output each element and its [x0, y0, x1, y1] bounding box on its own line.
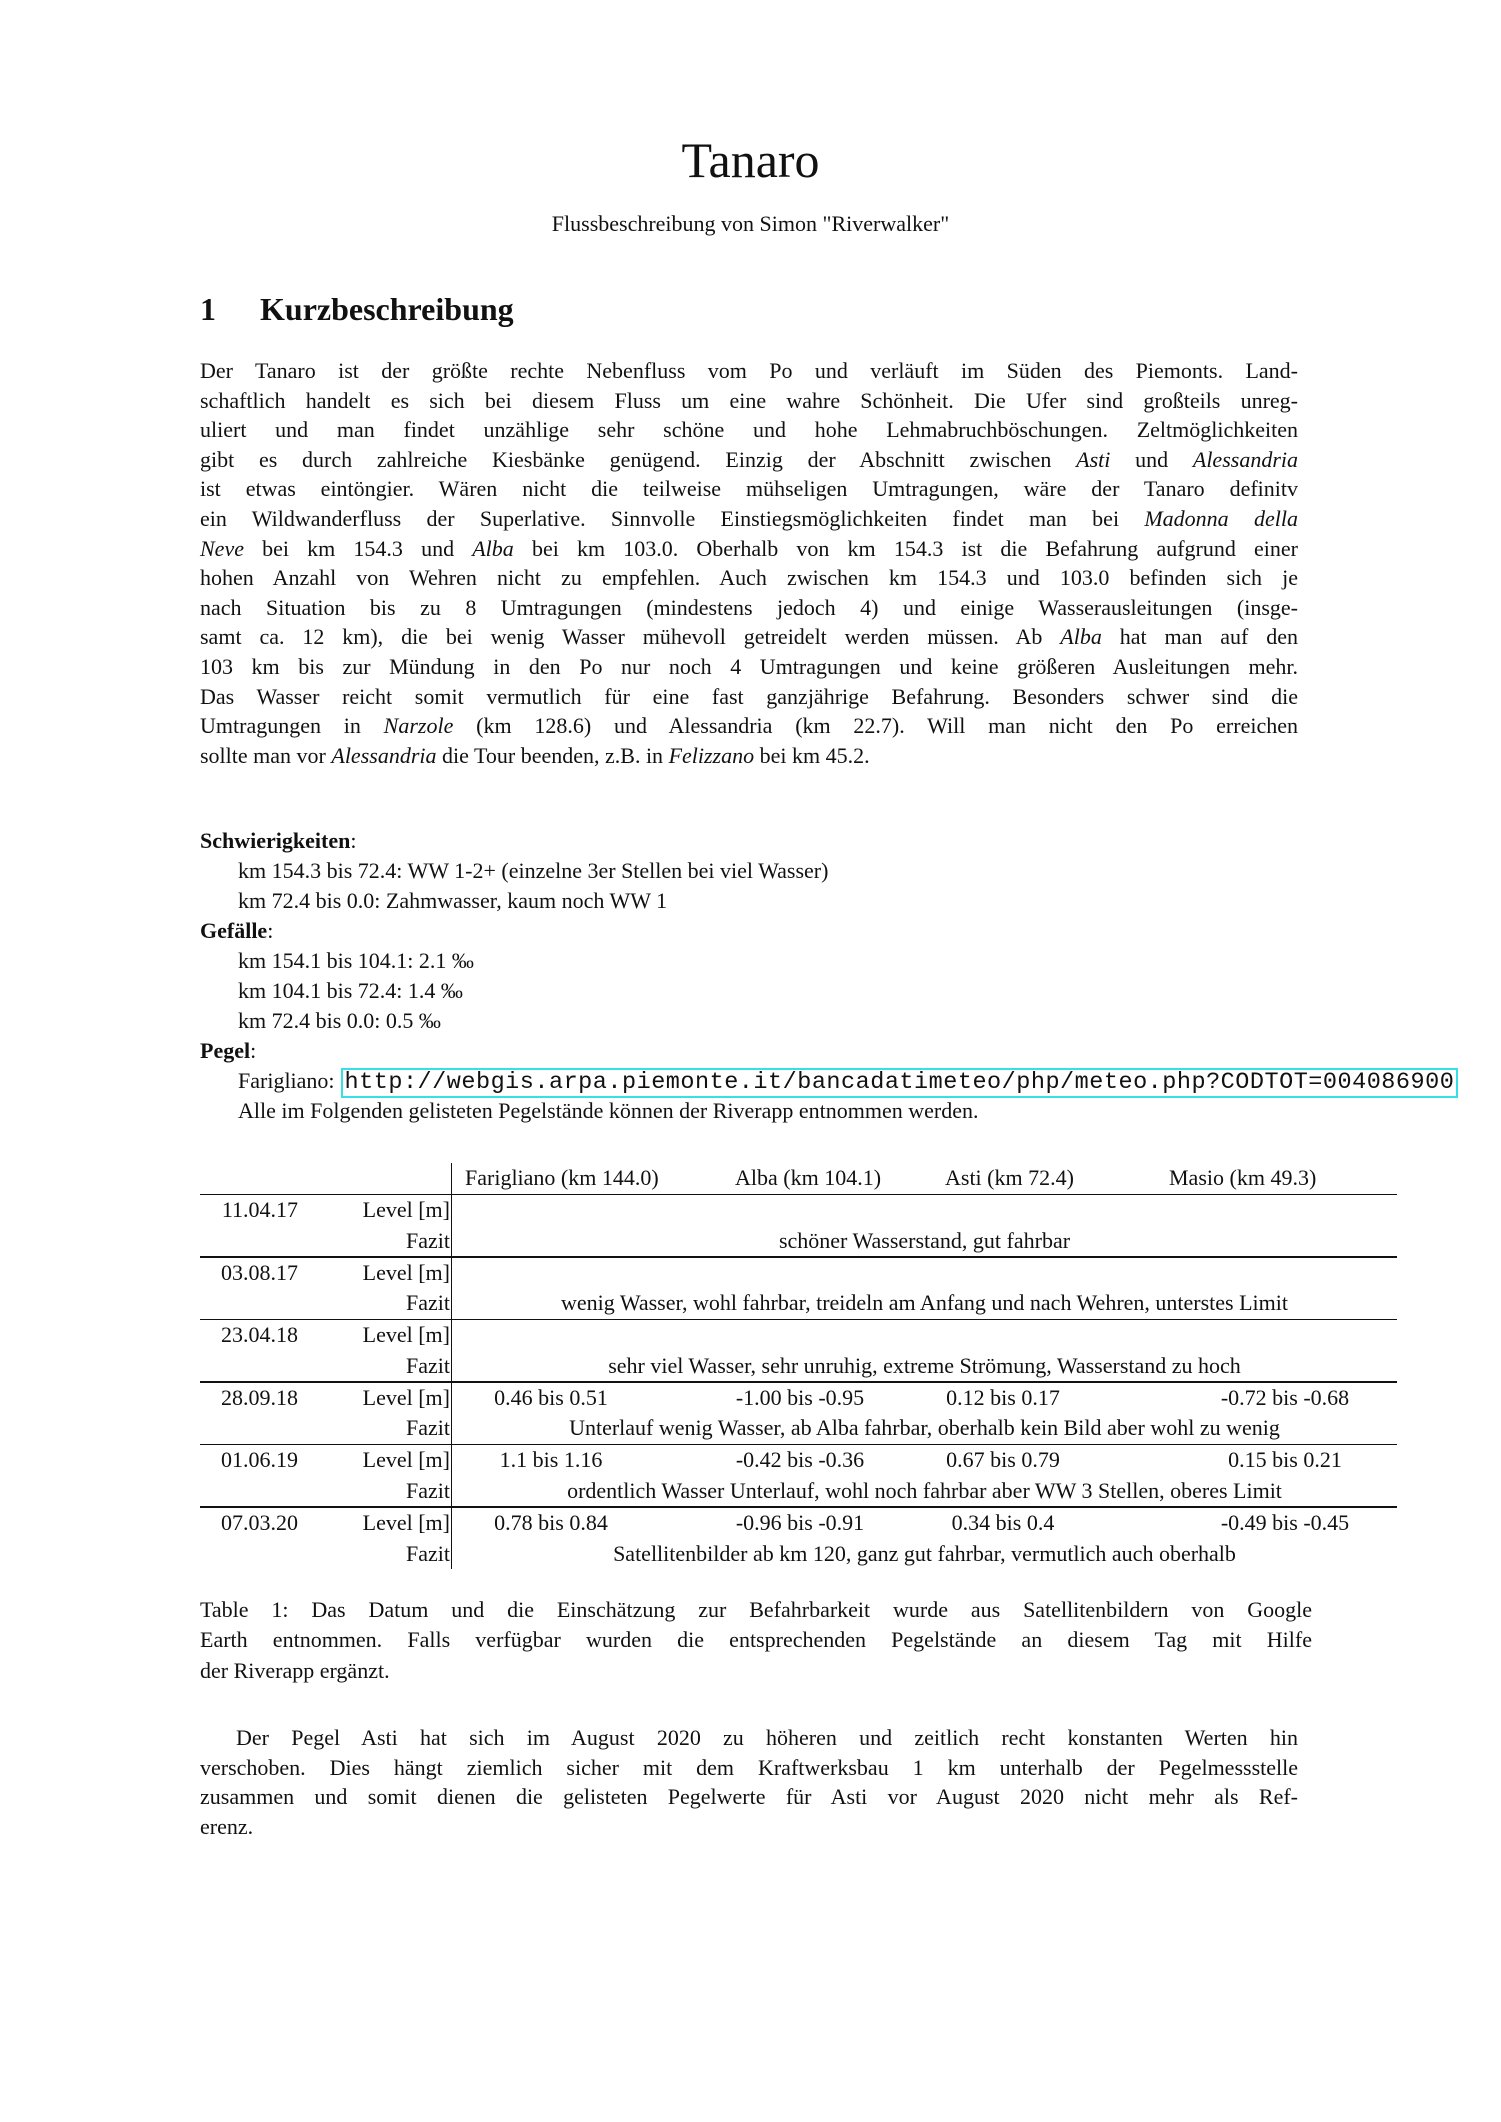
- table-header-row: [200, 1163, 1397, 1194]
- level-cell: 0.12 bis 0.17: [946, 1384, 1060, 1410]
- gradient-item: km 154.1 bis 104.1: 2.1 ‰: [238, 948, 474, 973]
- paragraph-line: [200, 622, 1298, 652]
- line-text: bei km 45.2.: [754, 742, 870, 768]
- fazit-label: Fazit: [406, 1477, 450, 1503]
- paragraph-line: zusammen und somit dienen die gelisteten Pegelwerte für Asti vor August 2020 nicht mehr als Ref-: [200, 1784, 1298, 1810]
- line-text: hat man auf den: [1101, 624, 1298, 650]
- line-text: Das Wasser reicht somit vermutlich für eine fast ganzjährige Befahrung. Besonders schwer sind die: [200, 683, 1298, 709]
- table-row-fazit: [200, 1476, 1397, 1507]
- level-label: Level [m]: [362, 1197, 450, 1223]
- gauge-label: Farigliano:: [238, 1068, 335, 1093]
- line-text: nach Situation bis zu 8 Umtragungen (mindestens jedoch 4) und einige Wasserausleitungen (insge-: [200, 594, 1298, 620]
- paragraph-line: [200, 682, 1298, 712]
- fazit-label: Fazit: [406, 1415, 450, 1441]
- paragraph-line: [200, 563, 1298, 593]
- fazit-cell: ordentlich Wasser Unterlauf, wohl noch fahrbar aber WW 3 Stellen, oberes Limit: [567, 1477, 1282, 1503]
- paragraph-line: [200, 741, 1298, 771]
- line-text: ist etwas eintöngier. Wären nicht die teilweise mühseligen Umtragungen, wäre der Tanaro definitv: [200, 476, 1298, 502]
- date-cell: 23.04.18: [221, 1322, 298, 1348]
- paragraph-line: [200, 504, 1298, 534]
- level-cell: -0.42 bis -0.36: [735, 1447, 865, 1473]
- table-row-level: [200, 1258, 1397, 1289]
- level-cell: 0.34 bis 0.4: [951, 1510, 1055, 1536]
- paragraph-line: [200, 593, 1298, 623]
- emphasized-place-name: Felizzano: [668, 742, 755, 768]
- line-text: 103 km bis zur Mündung in den Po nur noch 4 Umtragungen und keine größeren Ausleitungen mehr.: [200, 653, 1298, 679]
- fazit-cell: schöner Wasserstand, gut fahrbar: [778, 1227, 1071, 1253]
- paragraph-line: [200, 386, 1298, 416]
- paragraph-line: erenz.: [200, 1813, 254, 1839]
- paragraph-line: [200, 652, 1298, 682]
- colon: :: [250, 1038, 257, 1063]
- colon: :: [350, 828, 357, 853]
- term-pegel: [200, 1036, 1458, 1066]
- fazit-label: Fazit: [406, 1227, 450, 1253]
- fazit-label: Fazit: [406, 1290, 450, 1316]
- table-row-fazit: [200, 1226, 1397, 1257]
- emphasized-place-name: Alessandria: [1192, 446, 1298, 472]
- section-heading: [200, 290, 514, 328]
- emphasized-place-name: Madonna della: [1144, 505, 1298, 531]
- table-row-level: [200, 1508, 1397, 1539]
- level-cell: 0.78 bis 0.84: [494, 1510, 608, 1536]
- table-caption: [200, 1595, 1312, 1686]
- date-cell: 28.09.18: [221, 1384, 298, 1410]
- table-row-level: [200, 1383, 1397, 1414]
- line-text: Umtragungen in: [200, 713, 384, 739]
- level-label: Level [m]: [362, 1259, 450, 1285]
- paragraph-line: [200, 356, 1298, 386]
- closing-paragraph: [200, 1723, 1298, 1841]
- term-label: Schwierigkeiten: [200, 828, 351, 853]
- line-text: sollte man vor: [200, 742, 332, 768]
- date-cell: 01.06.19: [221, 1447, 298, 1473]
- facts-list: [200, 826, 1458, 1126]
- level-cell: -0.72 bis -0.68: [1220, 1384, 1350, 1410]
- line-text: Der Pegel Asti hat sich im August 2020 zu höheren und zeitlich recht konstanten Werten hin: [236, 1725, 1298, 1750]
- line-text: schaftlich handelt es sich bei diesem Fluss um eine wahre Schönheit. Die Ufer sind großteils unreg-: [200, 387, 1298, 413]
- emphasized-place-name: Asti: [1076, 446, 1111, 472]
- emphasized-place-name: Alba: [472, 535, 514, 561]
- document-subtitle: Flussbeschreibung von Simon "Riverwalker": [551, 211, 950, 236]
- intro-paragraph: [200, 356, 1298, 770]
- paragraph-line: [200, 1723, 1298, 1753]
- date-cell: 03.08.17: [221, 1259, 298, 1285]
- term-gefaelle: [200, 916, 1458, 946]
- document-title: Tanaro: [681, 132, 820, 188]
- fazit-cell: Satellitenbilder ab km 120, ganz gut fahrbar, vermutlich auch oberhalb: [613, 1540, 1236, 1566]
- emphasized-place-name: Narzole: [383, 713, 454, 739]
- emphasized-place-name: Neve: [200, 535, 244, 561]
- gradient-item: km 104.1 bis 72.4: 1.4 ‰: [238, 978, 463, 1003]
- table-row-level: [200, 1195, 1397, 1226]
- line-text: Der Tanaro ist der größte rechte Nebenfluss vom Po und verläuft im Süden des Piemonts. Land-: [200, 358, 1298, 383]
- fazit-cell: Unterlauf wenig Wasser, ab Alba fahrbar, oberhalb kein Bild aber wohl zu wenig: [569, 1415, 1280, 1441]
- term-label: Pegel: [200, 1038, 251, 1063]
- paragraph-line: [200, 711, 1298, 741]
- table-row-level: [200, 1320, 1397, 1351]
- paragraph-line: [200, 474, 1298, 504]
- fazit-cell: wenig Wasser, wohl fahrbar, treideln am Anfang und nach Wehren, unterstes Limit: [560, 1290, 1288, 1316]
- table-row-fazit: [200, 1539, 1397, 1570]
- table-body: [200, 1194, 1397, 1570]
- level-cell: 0.67 bis 0.79: [946, 1447, 1060, 1473]
- paragraph-line: [200, 445, 1298, 475]
- line-text: ein Wildwanderfluss der Superlative. Sinnvolle Einstiegsmöglichkeiten findet man bei: [200, 505, 1145, 531]
- gauge-note: Alle im Folgenden gelisteten Pegelstände können der Riverapp entnommen werden.: [238, 1098, 979, 1123]
- date-cell: 11.04.17: [221, 1197, 298, 1223]
- line-text: gibt es durch zahlreiche Kiesbänke genügend. Einzig der Abschnitt zwischen: [200, 446, 1077, 472]
- line-text: hohen Anzahl von Wehren nicht zu empfehlen. Auch zwischen km 154.3 und 103.0 befinden sich je: [200, 565, 1298, 591]
- line-text: samt ca. 12 km), die bei wenig Wasser mühevoll getreidelt werden müssen. Ab: [200, 624, 1061, 650]
- column-header: Alba (km 104.1): [735, 1165, 882, 1190]
- line-text: (km 128.6) und Alessandria (km 22.7). Will man nicht den Po erreichen: [453, 713, 1298, 739]
- level-cell: -1.00 bis -0.95: [735, 1384, 865, 1410]
- section-title: Kurzbeschreibung: [260, 291, 514, 327]
- line-text: und: [1110, 446, 1193, 472]
- caption-line: Table 1: Das Datum und die Einschätzung zur Befahrbarkeit wurde aus Satellitenbildern von Google: [200, 1597, 1312, 1622]
- table-row-fazit: [200, 1351, 1397, 1382]
- level-label: Level [m]: [362, 1510, 450, 1536]
- fazit-label: Fazit: [406, 1540, 450, 1566]
- table-row-level: [200, 1445, 1397, 1476]
- level-label: Level [m]: [362, 1447, 450, 1473]
- gradient-item: km 72.4 bis 0.0: 0.5 ‰: [238, 1008, 441, 1033]
- fazit-cell: sehr viel Wasser, sehr unruhig, extreme Strömung, Wasserstand zu hoch: [608, 1352, 1241, 1378]
- line-text: bei km 154.3 und: [243, 535, 473, 561]
- line-text: bei km 103.0. Oberhalb von km 154.3 ist die Befahrung aufgrund einer: [513, 535, 1298, 561]
- difficulty-item: km 72.4 bis 0.0: Zahmwasser, kaum noch WW 1: [238, 888, 668, 913]
- column-header: Asti (km 72.4): [945, 1165, 1074, 1190]
- term-schwierigkeiten: [200, 826, 1458, 856]
- colon: :: [267, 918, 274, 943]
- table-row-fazit: [200, 1413, 1397, 1444]
- column-header: Farigliano (km 144.0): [465, 1165, 659, 1190]
- paragraph-line: verschoben. Dies hängt ziemlich sicher mit dem Kraftwerksbau 1 km unterhalb der Pegelmessstelle: [200, 1754, 1298, 1780]
- level-label: Level [m]: [362, 1384, 450, 1410]
- emphasized-place-name: Alba: [1060, 624, 1102, 650]
- caption-line: der Riverapp ergänzt.: [200, 1657, 390, 1683]
- difficulty-item: km 154.3 bis 72.4: WW 1-2+ (einzelne 3er Stellen bei viel Wasser): [238, 858, 829, 883]
- paragraph-line: [200, 534, 1298, 564]
- level-cell: 0.46 bis 0.51: [494, 1384, 608, 1410]
- column-header: Masio (km 49.3): [1169, 1165, 1317, 1190]
- level-cell: -0.49 bis -0.45: [1220, 1510, 1350, 1536]
- term-label: Gefälle: [200, 918, 268, 943]
- emphasized-place-name: Alessandria: [331, 742, 437, 768]
- level-cell: -0.96 bis -0.91: [735, 1510, 865, 1536]
- gauge-url-link[interactable]: http://webgis.arpa.piemonte.it/bancadatimeteo/php/meteo.php?CODTOT=004086900: [341, 1068, 1459, 1098]
- level-cell: 1.1 bis 1.16: [499, 1447, 603, 1473]
- section-number: 1: [200, 291, 216, 327]
- table-row-fazit: [200, 1288, 1397, 1319]
- level-cell: 0.15 bis 0.21: [1228, 1447, 1342, 1473]
- line-text: die Tour beenden, z.B. in: [436, 742, 669, 768]
- date-cell: 07.03.20: [221, 1510, 298, 1536]
- gauge-link-row: [200, 1066, 1458, 1096]
- level-label: Level [m]: [362, 1322, 450, 1348]
- caption-line: Earth entnommen. Falls verfügbar wurden die entsprechenden Pegelstände an diesem Tag mit Hilfe: [200, 1627, 1312, 1653]
- gauge-table: [200, 1163, 1397, 1569]
- fazit-label: Fazit: [406, 1352, 450, 1378]
- paragraph-line: [200, 415, 1298, 445]
- line-text: uliert und man findet unzählige sehr schöne und hohe Lehmabruchböschungen. Zeltmöglichkeiten: [200, 417, 1298, 443]
